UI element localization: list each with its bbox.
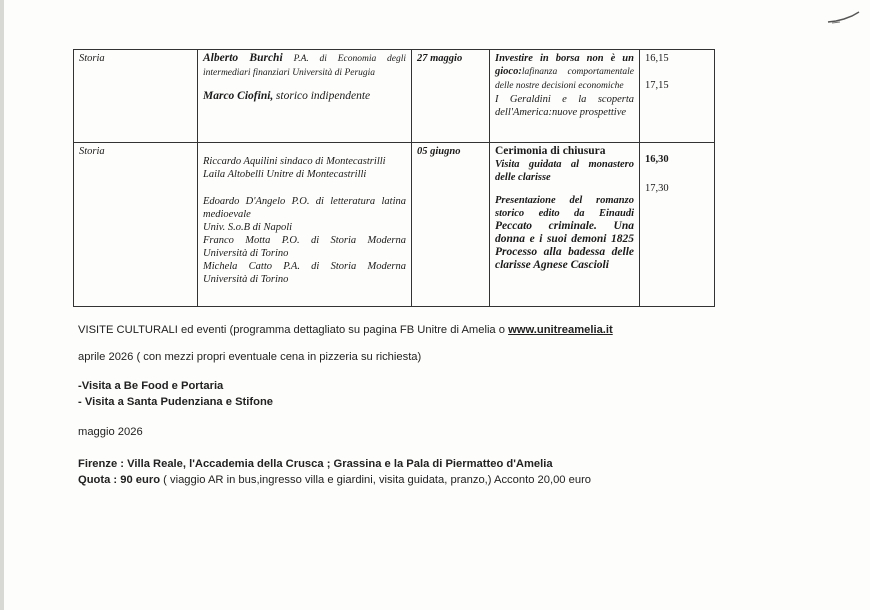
quota-details: ( viaggio AR in bus,ingresso villa e giardini, visita guidata, pranzo,) Acconto 20,00 euro (160, 474, 592, 486)
may-label: maggio 2026 (78, 426, 143, 438)
quota-line (78, 474, 591, 486)
date-text: 05 giugno (417, 146, 461, 157)
visit-item: -Visita a Be Food e Portaria (78, 380, 224, 392)
website-link[interactable]: www.unitreamelia.it (508, 324, 613, 336)
april-line: aprile 2026 ( con mezzi propri eventuale cena in pizzeria su richiesta) (78, 351, 422, 363)
quota-label: Quota : 90 euro (78, 474, 161, 486)
subject-text: Storia (79, 146, 105, 157)
table-row (74, 143, 715, 307)
book-title: Peccato criminale. Una donna e i suoi demoni 1825 Processo alla badessa delle clarisse Agnese Cascioli (495, 220, 634, 271)
speaker-text: Riccardo Aquilini sindaco di Montecastrilli (203, 156, 386, 167)
speakers-cell (198, 50, 412, 143)
time-text: 16,15 (645, 53, 669, 64)
subject-cell (74, 50, 198, 143)
speaker-text: Edoardo D'Angelo P.O. di letteratura latina medioevale (203, 196, 406, 220)
subject-text: Storia (79, 53, 105, 64)
times-cell (640, 50, 715, 143)
date-cell (412, 143, 490, 307)
date-cell (412, 50, 490, 143)
event-text: Visita guidata al monastero delle clarisse (495, 159, 634, 183)
event-title: Cerimonia di chiusura (495, 145, 606, 157)
time-text: 16,30 (645, 154, 669, 165)
date-text: 27 maggio (417, 53, 463, 64)
scan-edge (0, 0, 4, 610)
speaker-text: Michela Catto P.A. di Storia Moderna Università di Torino (203, 261, 406, 285)
table-row (74, 50, 715, 143)
talk-title: Investire in borsa non è un gioco: (495, 53, 634, 77)
topics-cell (490, 143, 640, 307)
scan-mark-icon (826, 10, 862, 26)
time-text: 17,30 (645, 183, 669, 194)
speaker-affiliation: Univ. S.o.B di Napoli (203, 222, 293, 233)
times-cell (640, 143, 715, 307)
florence-trip: Firenze : Villa Reale, l'Accademia della Crusca ; Grassina e la Pala di Piermatteo d'Amelia (78, 458, 553, 470)
speaker-role: P.A. di Economia degli intermediari finanziari Università di Perugia (203, 54, 406, 78)
events-heading-text: VISITE CULTURALI ed eventi (programma dettagliato su pagina FB Unitre di Amelia o (78, 324, 509, 336)
topics-cell (490, 50, 640, 143)
event-text: Presentazione del romanzo storico edito da Einaudi (495, 195, 634, 219)
time-text: 17,15 (645, 80, 669, 91)
talk-subtitle: lafinanza comportamentale delle nostre decisioni economiche (495, 67, 634, 91)
speaker-text: Laila Altobelli Unitre di Montecastrilli (203, 169, 367, 180)
speakers-cell (198, 143, 412, 307)
speaker-name: Marco Ciofini, (203, 90, 274, 102)
speaker-text: Franco Motta P.O. di Storia Moderna Università di Torino (203, 235, 406, 259)
speaker-name: Alberto Burchi (203, 52, 283, 64)
speaker-role: storico indipendente (275, 90, 371, 102)
visit-item: - Visita a Santa Pudenziana e Stifone (78, 396, 274, 408)
program-table (73, 49, 715, 307)
events-heading (78, 324, 613, 336)
talk-title: I Geraldini e la scoperta dell'America:nuove prospettive (495, 94, 634, 118)
subject-cell (74, 143, 198, 307)
